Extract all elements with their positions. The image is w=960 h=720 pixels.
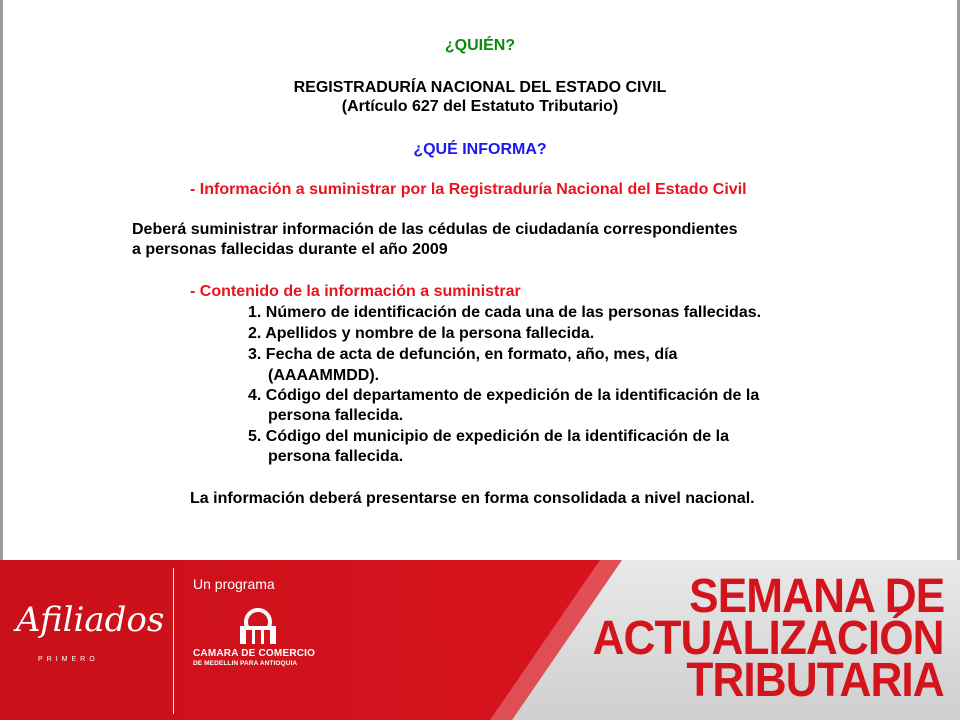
legal-reference: (Artículo 627 del Estatuto Tributario)	[341, 98, 619, 115]
list-item-4-continued: persona fallecida.	[268, 407, 404, 424]
list-item-1: 1. Número de identificación de cada una de las personas fallecidas.	[248, 304, 762, 321]
camara-comercio-logo-icon	[236, 608, 280, 648]
info-heading: - Información a suministrar por la Registraduría Nacional del Estado Civil	[190, 181, 747, 198]
que-informa-heading: ¿QUÉ INFORMA?	[413, 141, 547, 158]
description-line-1: Deberá suministrar información de las cédulas de ciudadanía correspondientes	[132, 221, 738, 238]
un-programa-label: Un programa	[193, 576, 275, 592]
primero-label: PRIMERO	[38, 656, 99, 663]
list-item-3: 3. Fecha de acta de defunción, en formato, año, mes, día	[248, 346, 678, 363]
list-item-5: 5. Código del municipio de expedición de la identificación de la	[248, 428, 729, 445]
camara-comercio-subtitle: DE MEDELLIN PARA ANTIOQUIA	[193, 660, 298, 667]
description-line-2: a personas fallecidas durante el año 2009	[132, 241, 448, 258]
entity-name: REGISTRADURÍA NACIONAL DEL ESTADO CIVIL	[293, 79, 667, 96]
camara-comercio-name: CAMARA DE COMERCIO	[193, 648, 316, 659]
footer-banner	[0, 560, 960, 720]
list-item-3-continued: (AAAAMMDD).	[268, 367, 380, 384]
event-title-line-2: ACTUALIZACIÓN	[592, 612, 944, 665]
list-item-2: 2. Apellidos y nombre de la persona fallecida.	[248, 325, 595, 342]
afiliados-logo: Afiliados	[16, 600, 165, 640]
logo-divider	[173, 568, 174, 714]
list-item-4: 4. Código del departamento de expedición de la identificación de la	[248, 387, 760, 404]
closing-statement: La información deberá presentarse en forma consolidada a nivel nacional.	[190, 490, 755, 507]
event-title-line-3: TRIBUTARIA	[686, 654, 944, 707]
quien-heading: ¿QUIÉN?	[444, 37, 516, 54]
event-title-line-1: SEMANA DE	[688, 570, 944, 623]
list-item-5-continued: persona fallecida.	[268, 448, 404, 465]
content-heading: - Contenido de la información a suministrar	[190, 283, 521, 300]
